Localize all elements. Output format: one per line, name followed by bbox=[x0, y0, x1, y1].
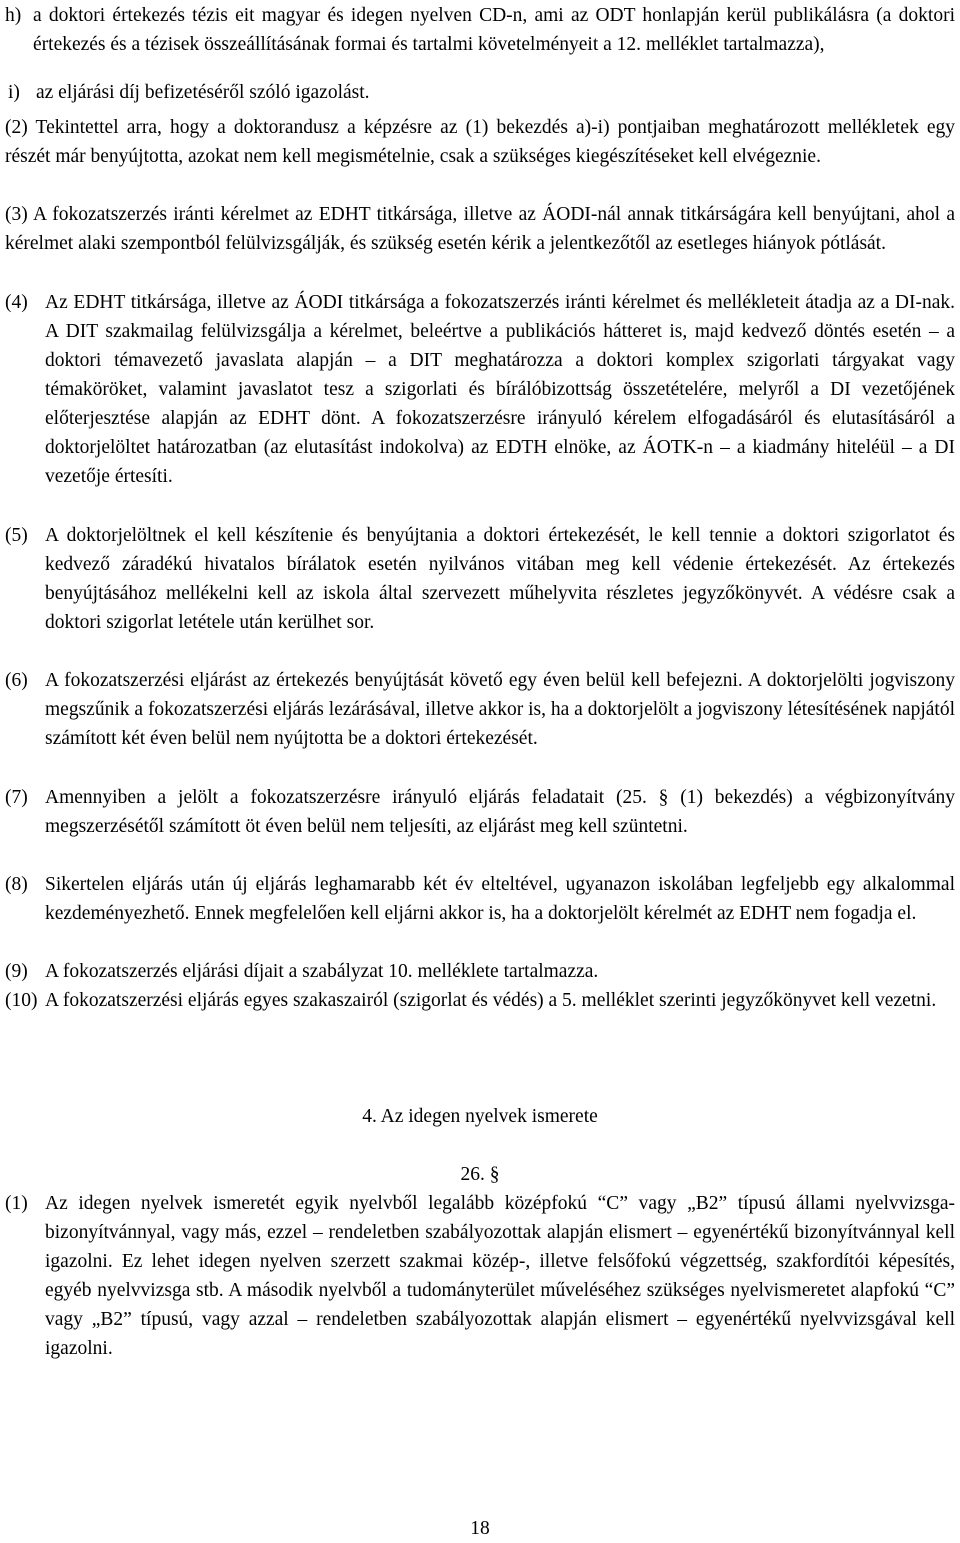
numbered-item-5 bbox=[5, 521, 955, 637]
numbered-item-7 bbox=[5, 783, 955, 841]
item-label: (6) bbox=[5, 670, 28, 691]
numbered-item-10 bbox=[5, 986, 955, 1015]
item-label: (8) bbox=[5, 874, 28, 895]
item-text: A doktorjelöltnek el kell készítenie és benyújtania a doktori értekezését, le kell tennie a doktori szigorlatot és kedvező záradékú hivatalos bírálatok esetén nyilvános vitában meg kell védenie értekezését. Az értekezés benyújtásához mellékelni kell az iskola által szervezett műhelyvita részletes jegyzőkönyvét. A védésre csak a doktori szigorlat letétele után kerülhet sor. bbox=[45, 525, 955, 633]
item-text: Az idegen nyelvek ismeretét egyik nyelvből legalább középfokú “C” vagy „B2” típusú állami nyelvvizsga-bizonyítvánnyal, vagy más, ezzel – rendeletben szabályozottak alapján elismert – egyenértékű bizonyítvánnyal kell igazolni. Ez lehet idegen nyelven szerzett szakmai közép-, illetve felsőfokú végzettség, szakfordítói képesítés, egyéb nyelvvizsga stb. A második nyelvből a tudományterület műveléséhez szükséges nyelvismeretet alapfokú “C” vagy „B2” típusú, vagy azzal – rendeletben szabályozottak alapján elismert – egyenértékű nyelvvizsgával kell igazolni. bbox=[45, 1193, 955, 1359]
item-text: a doktori értekezés tézis eit magyar és idegen nyelven CD-n, ami az ODT honlapján kerül publikálásra (a doktori értekezés és a tézisek összeállításának formai és tartalmi követelményeit a 12. melléklet tartalmazza), bbox=[33, 5, 955, 55]
item-text: Az EDHT titkársága, illetve az ÁODI titkársága a fokozatszerzés iránti kérelmet és mellékleteit átadja az a DI-nak. A DIT szakmailag felülvizsgálja a kérelmet, beleértve a publikációs hátteret is, majd kedvező döntés esetén – a doktori témavezető javaslata alapján – a DIT meghatározza a doktori komplex szigorlati tárgyakat vagy témaköröket, valamint javaslatot tesz a szigorlati és bírálóbizottság összetételére, melyről a DI vezetőjének előterjesztése alapján az EDHT dönt. A fokozatszerzésre irányuló kérelem elfogadásáról és elutasításáról a doktorjelöltet határozatban (az elutasítást indokolva) az EDTH elnöke, az ÁOTK-n – a kiadmány hiteléül – a DI vezetője értesíti. bbox=[45, 292, 955, 487]
paragraph-2 bbox=[5, 113, 955, 171]
numbered-item-6 bbox=[5, 666, 955, 753]
section-number: 26. § bbox=[460, 1164, 500, 1185]
paragraph-label: (2) bbox=[5, 117, 28, 138]
item-text: Sikertelen eljárás után új eljárás leghamarabb két év elteltével, ugyanazon iskolában legfeljebb egy alkalommal kezdeményezhető. Ennek megfelelően kell eljárni akkor is, ha a doktorjelölt kérelmét az EDHT nem fogadja el. bbox=[45, 874, 955, 924]
item-label: (4) bbox=[5, 292, 28, 313]
item-label: (5) bbox=[5, 525, 28, 546]
section-heading: 4. Az idegen nyelvek ismerete bbox=[362, 1106, 598, 1127]
item-label: i) bbox=[8, 82, 20, 103]
paragraph-text: Tekintettel arra, hogy a doktorandusz a képzésre az (1) bekezdés a)-i) pontjaiban meghatározott mellékletek egy részét már benyújtotta, azokat nem kell megismételnie, csak a szükséges kiegészítéseket kell elvégeznie. bbox=[5, 117, 955, 167]
item-label: h) bbox=[5, 5, 22, 26]
item-text: A fokozatszerzési eljárás egyes szakaszairól (szigorlat és védés) a 5. melléklet szerinti jegyzőkönyvet kell vezetni. bbox=[45, 990, 937, 1011]
item-text: A fokozatszerzési eljárást az értekezés benyújtását követő egy éven belül kell befejezni. A doktorjelölti jogviszony megszűnik a fokozatszerzési eljárás lezárásával, illetve akkor is, ha a doktorjelölt a jogviszony létesítésének napjától számított két éven belül nem nyújtotta be a doktori értekezését. bbox=[45, 670, 955, 749]
list-item-h bbox=[5, 1, 955, 59]
item-label: (10) bbox=[5, 990, 38, 1011]
item-label: (7) bbox=[5, 787, 28, 808]
list-item-i bbox=[8, 78, 958, 107]
item-text: Amennyiben a jelölt a fokozatszerzésre irányuló eljárás feladatait (25. § (1) bekezdés) a végbizonyítvány megszerzésétől számított öt éven belül nem teljesíti, az eljárást meg kell szüntetni. bbox=[45, 787, 955, 837]
numbered-item-9 bbox=[5, 957, 955, 986]
item-label: (9) bbox=[5, 961, 28, 982]
numbered-item-8 bbox=[5, 870, 955, 928]
item-text: az eljárási díj befizetéséről szóló igazolást. bbox=[36, 82, 370, 103]
paragraph-label: (3) bbox=[5, 204, 28, 225]
item-text: A fokozatszerzés eljárási díjait a szabályzat 10. melléklete tartalmazza. bbox=[45, 961, 599, 982]
paragraph-3 bbox=[5, 200, 955, 258]
page-number: 18 bbox=[470, 1518, 490, 1539]
numbered-item-4 bbox=[5, 288, 955, 491]
item-label: (1) bbox=[5, 1193, 28, 1214]
section-item-1 bbox=[5, 1189, 955, 1363]
paragraph-text: A fokozatszerzés iránti kérelmet az EDHT titkársága, illetve az ÁODI-nál annak titkárságára kell benyújtani, ahol a kérelmet alaki szempontból felülvizsgálják, és szükség esetén kérik a jelentkezőtől az esetleges hiányok pótlását. bbox=[5, 204, 955, 254]
